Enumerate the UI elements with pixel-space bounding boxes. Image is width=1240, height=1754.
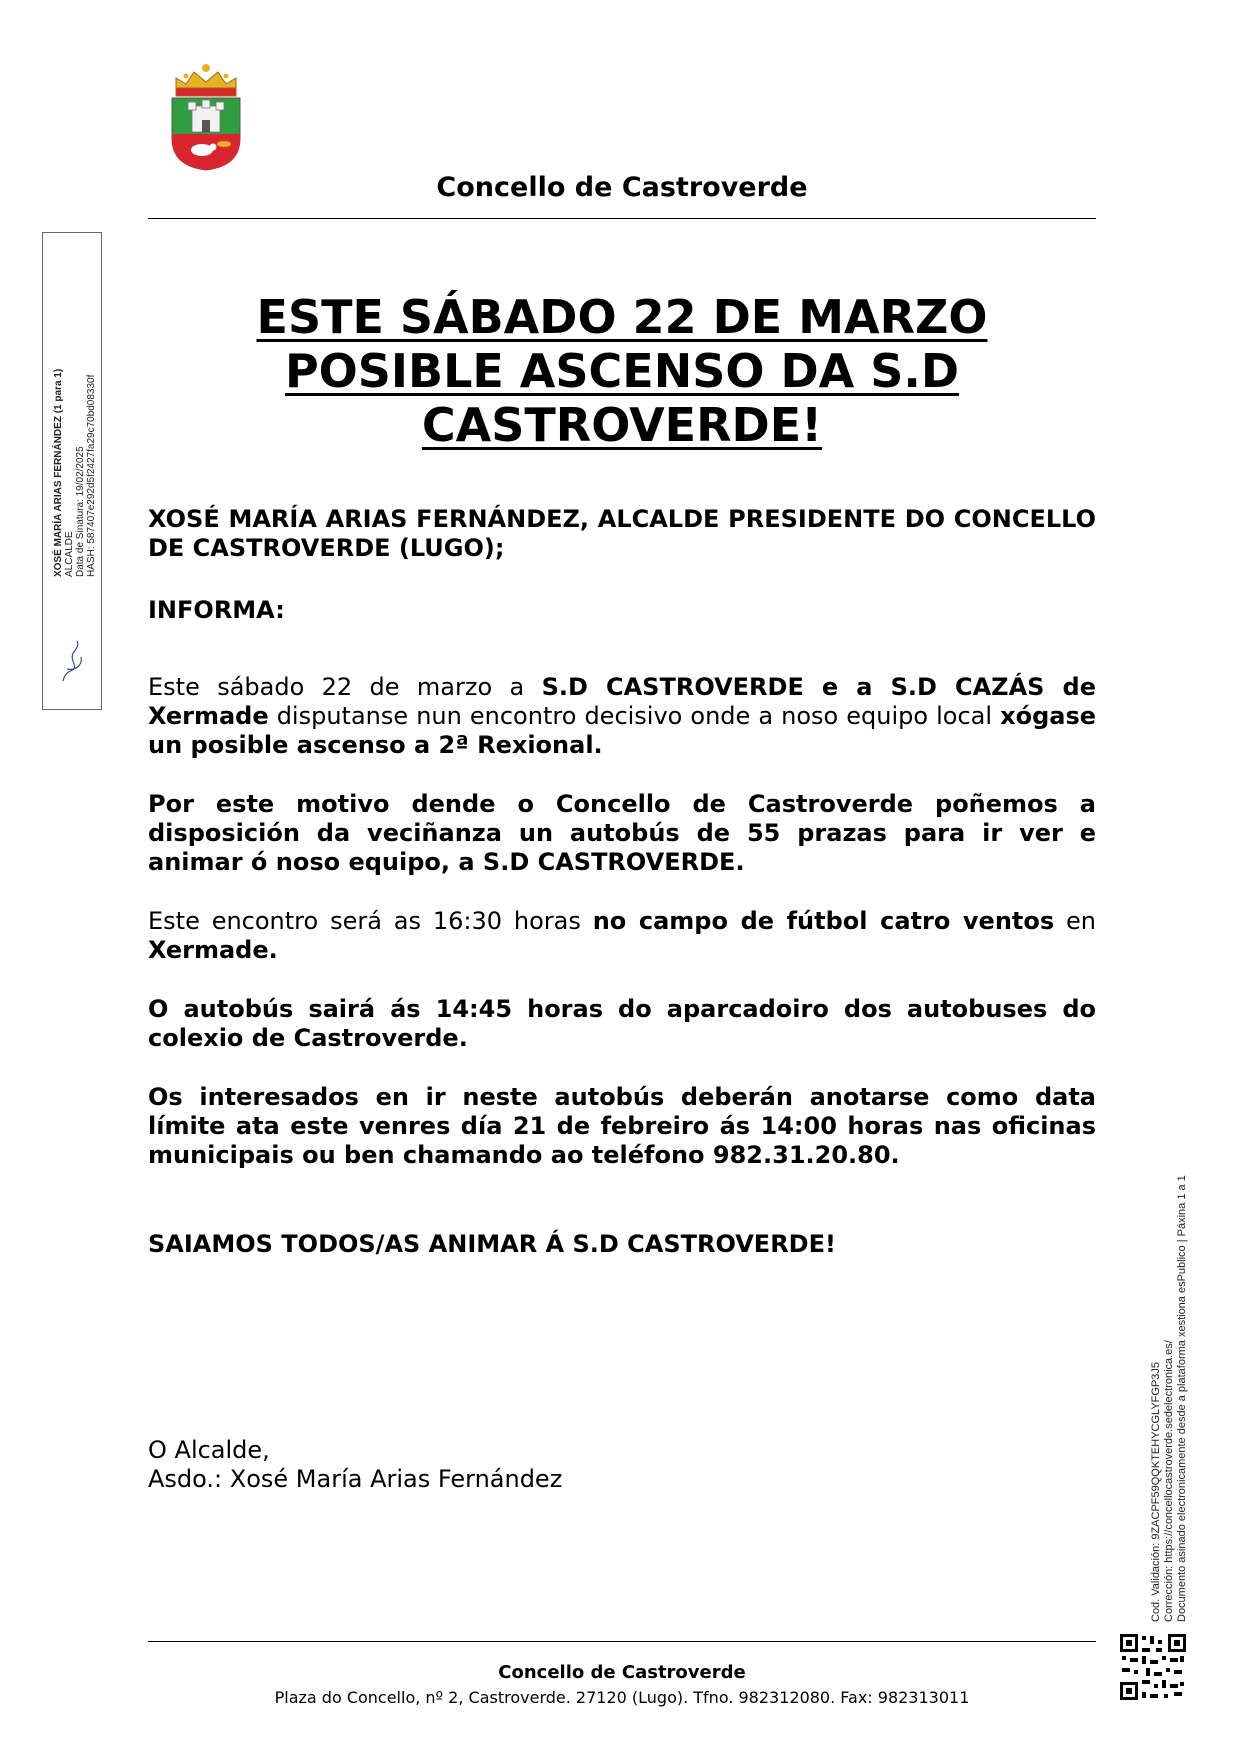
header-divider xyxy=(148,218,1096,219)
para1-text-2: disputanse nun encontro decisivo onde a noso equipo local xyxy=(268,702,1001,730)
coat-of-arms-icon xyxy=(168,60,244,172)
signature-hash: HASH: 587407e292d5f2427fa29c70bd08330f xyxy=(86,374,97,577)
para1-text-1: Este sábado 22 de marzo a xyxy=(148,673,542,701)
page-header-title: Concello de Castroverde xyxy=(436,172,808,203)
footer-organization: Concello de Castroverde xyxy=(498,1662,746,1683)
digital-signature-text xyxy=(49,111,109,589)
paragraph-bus-departure: O autobús sairá ás 14:45 horas do aparcadoiro dos autobuses do colexio de Castroverde. xyxy=(148,995,1096,1052)
informa-heading: INFORMA: xyxy=(148,596,285,624)
paragraph-registration: Os interesados en ir neste autobús deberán anotarse como data límite ata este venres día 21 de febreiro ás 14:00 horas nas oficinas municipais ou ben chamando ao teléfono 982.31.20.80. xyxy=(148,1083,1096,1169)
signer-role: ALCALDE xyxy=(64,531,75,577)
headline-line-3: CASTROVERDE! xyxy=(421,398,823,452)
signature-name: Asdo.: Xosé María Arias Fernández xyxy=(148,1465,563,1493)
footer-divider xyxy=(148,1641,1096,1642)
validation-notice xyxy=(1150,1102,1202,1622)
signature-scribble-icon xyxy=(57,635,89,687)
headline-line-2: POSIBLE ASCENSO DA S.D xyxy=(284,344,960,398)
validation-platform: Documento asinado electronicamente desde a plataforma xestiona esPublico | Páxina 1 a 1 xyxy=(1176,1175,1188,1622)
para1-bold-2: xógase un posible ascenso a 2ª Rexional. xyxy=(148,702,1096,759)
closing-line: SAIAMOS TODOS/AS ANIMAR Á S.D CASTROVERDE! xyxy=(148,1230,836,1258)
headline-line-1: ESTE SÁBADO 22 DE MARZO xyxy=(256,290,988,344)
digital-signature-stamp xyxy=(42,232,102,710)
qr-code-icon xyxy=(1118,1632,1188,1702)
para3-bold-1: no campo de fútbol catro ventos xyxy=(592,907,1055,935)
validation-code: Cod. Validación: 9ZACPF59QQKTEHYCGLYFGP3J5 xyxy=(1150,1361,1162,1622)
footer-address: Plaza do Concello, nº 2, Castroverde. 27120 (Lugo). Tfno. 982312080. Fax: 982313011 xyxy=(274,1688,970,1707)
paragraph-match xyxy=(148,673,1096,760)
validation-url: Corrección: https://concellocastroverde.sedelectronica.es/ xyxy=(1163,1340,1175,1622)
para3-text-1: Este encontro será as 16:30 horas xyxy=(148,907,593,935)
signer-name: XOSÉ MARÍA ARIAS FERNÁNDEZ (1 para 1) xyxy=(53,368,64,577)
signature-block xyxy=(148,1436,1096,1494)
signature-title: O Alcalde, xyxy=(148,1436,270,1464)
para3-bold-2: Xermade. xyxy=(148,936,278,964)
signatory-line: XOSÉ MARÍA ARIAS FERNÁNDEZ, ALCALDE PRESIDENTE DO CONCELLO DE CASTROVERDE (LUGO); xyxy=(148,505,1096,562)
headline xyxy=(148,290,1096,452)
signature-date: Data de Sinatura: 19/02/2025 xyxy=(75,446,86,577)
para1-bold-1: S.D CASTROVERDE e a S.D CAZÁS de Xermade xyxy=(148,673,1096,730)
paragraph-match-time xyxy=(148,907,1096,965)
para3-text-2: en xyxy=(1054,907,1097,935)
paragraph-bus-offer: Por este motivo dende o Concello de Castroverde poñemos a disposición da veciñanza un autobús de 55 prazas para ir ver e animar ó noso equipo, a S.D CASTROVERDE. xyxy=(148,790,1096,876)
